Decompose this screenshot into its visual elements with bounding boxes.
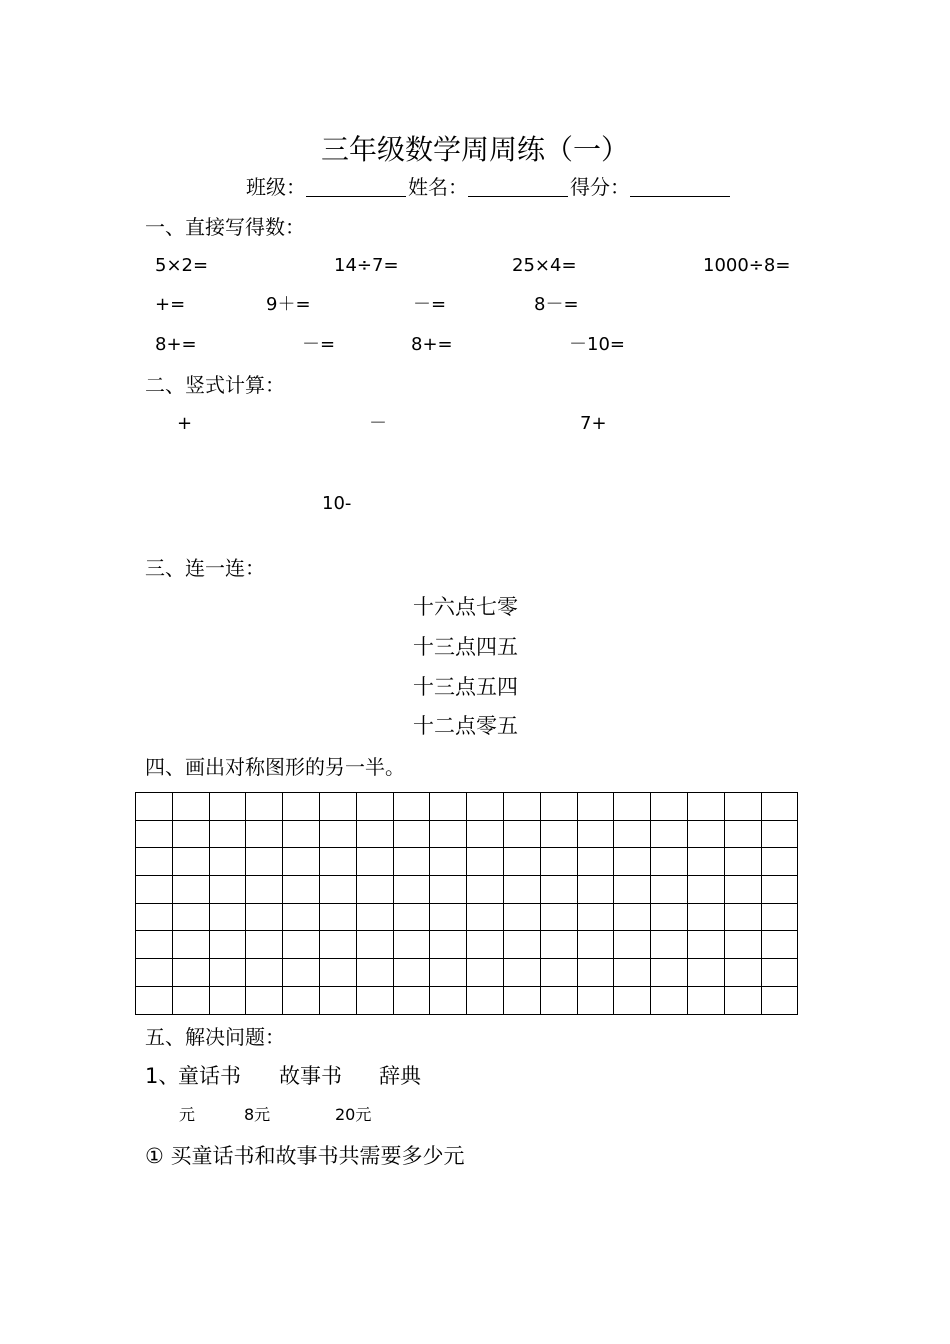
grid-cell[interactable]: [430, 931, 467, 959]
book-price: 元: [179, 1105, 196, 1124]
grid-cell[interactable]: [467, 959, 504, 987]
grid-cell[interactable]: [356, 959, 393, 987]
grid-cell[interactable]: [651, 986, 688, 1014]
match-item: 十二点零五: [413, 714, 518, 738]
grid-cell[interactable]: [430, 793, 467, 821]
grid-row: [136, 931, 798, 959]
grid-cell[interactable]: [246, 793, 283, 821]
class-blank[interactable]: [306, 178, 406, 197]
grid-cell[interactable]: [393, 820, 430, 848]
grid-cell[interactable]: [246, 848, 283, 876]
grid-row: [136, 793, 798, 821]
grid-cell[interactable]: [283, 793, 320, 821]
grid-cell[interactable]: [209, 820, 246, 848]
grid-cell[interactable]: [393, 793, 430, 821]
equation: 8+=: [155, 334, 197, 355]
grid-cell[interactable]: [356, 848, 393, 876]
grid-cell[interactable]: [687, 876, 724, 904]
grid-cell[interactable]: [614, 931, 651, 959]
grid-cell[interactable]: [356, 876, 393, 904]
grid-cell[interactable]: [687, 903, 724, 931]
grid-cell[interactable]: [724, 820, 761, 848]
equation: 5×2=: [155, 255, 209, 276]
equation: 8－=: [534, 294, 579, 315]
grid-cell[interactable]: [356, 820, 393, 848]
vertical-calc-item: －: [369, 413, 387, 434]
grid-cell[interactable]: [614, 876, 651, 904]
grid-cell[interactable]: [393, 903, 430, 931]
equation: 8+=: [411, 334, 453, 355]
grid-cell[interactable]: [246, 820, 283, 848]
grid-cell[interactable]: [651, 959, 688, 987]
grid-cell[interactable]: [246, 876, 283, 904]
grid-cell[interactable]: [724, 876, 761, 904]
grid-cell[interactable]: [136, 876, 173, 904]
section-4-heading: 四、画出对称图形的另一半。: [145, 755, 405, 779]
grid-cell[interactable]: [172, 903, 209, 931]
grid-cell[interactable]: [136, 903, 173, 931]
section-1-heading: 一、直接写得数：: [145, 215, 305, 239]
score-label: 得分：: [570, 175, 630, 199]
grid-cell[interactable]: [577, 793, 614, 821]
grid-cell[interactable]: [614, 793, 651, 821]
grid-cell[interactable]: [651, 848, 688, 876]
grid-cell[interactable]: [172, 986, 209, 1014]
grid-cell[interactable]: [172, 820, 209, 848]
match-item: 十六点七零: [413, 595, 518, 619]
grid-cell[interactable]: [503, 959, 540, 987]
grid-cell[interactable]: [356, 903, 393, 931]
grid-cell[interactable]: [651, 876, 688, 904]
grid-cell[interactable]: [136, 793, 173, 821]
question-number: 1、: [145, 1064, 180, 1088]
book-name: 童话书: [178, 1064, 241, 1088]
grid-cell[interactable]: [651, 931, 688, 959]
grid-cell[interactable]: [724, 986, 761, 1014]
book-price: 20元: [335, 1105, 372, 1124]
grid-cell[interactable]: [651, 793, 688, 821]
grid-cell[interactable]: [283, 986, 320, 1014]
grid-cell[interactable]: [172, 793, 209, 821]
grid-cell[interactable]: [393, 848, 430, 876]
grid-cell[interactable]: [430, 876, 467, 904]
grid-cell[interactable]: [577, 931, 614, 959]
grid-cell[interactable]: [172, 959, 209, 987]
grid-cell[interactable]: [761, 848, 798, 876]
drawing-grid[interactable]: [135, 792, 798, 1015]
grid-cell[interactable]: [687, 820, 724, 848]
grid-cell[interactable]: [209, 931, 246, 959]
grid-cell[interactable]: [577, 848, 614, 876]
grid-cell[interactable]: [503, 848, 540, 876]
grid-cell[interactable]: [172, 931, 209, 959]
section-3-heading: 三、连一连：: [145, 556, 265, 580]
grid-cell[interactable]: [393, 876, 430, 904]
grid-cell[interactable]: [393, 986, 430, 1014]
grid-cell[interactable]: [393, 931, 430, 959]
grid-cell[interactable]: [503, 876, 540, 904]
grid-cell[interactable]: [283, 820, 320, 848]
grid-cell[interactable]: [356, 793, 393, 821]
grid-cell[interactable]: [687, 986, 724, 1014]
grid-cell[interactable]: [761, 931, 798, 959]
grid-cell[interactable]: [577, 903, 614, 931]
equation: 9＋=: [266, 294, 311, 315]
grid-row: [136, 848, 798, 876]
grid-row: [136, 876, 798, 904]
grid-cell[interactable]: [651, 903, 688, 931]
grid-cell[interactable]: [540, 876, 577, 904]
grid-cell[interactable]: [540, 793, 577, 821]
equation: －=: [413, 294, 447, 315]
grid-cell[interactable]: [319, 959, 356, 987]
grid-cell[interactable]: [136, 848, 173, 876]
grid-cell[interactable]: [319, 793, 356, 821]
grid-cell[interactable]: [209, 986, 246, 1014]
grid-cell[interactable]: [319, 820, 356, 848]
grid-cell[interactable]: [246, 986, 283, 1014]
grid-row: [136, 820, 798, 848]
grid-cell[interactable]: [136, 820, 173, 848]
grid-cell[interactable]: [577, 820, 614, 848]
sub-question: ① 买童话书和故事书共需要多少元: [145, 1144, 465, 1168]
grid-cell[interactable]: [209, 876, 246, 904]
grid-cell[interactable]: [172, 848, 209, 876]
grid-cell[interactable]: [577, 959, 614, 987]
grid-cell[interactable]: [724, 959, 761, 987]
class-label: 班级：: [246, 175, 306, 199]
grid-cell[interactable]: [503, 903, 540, 931]
grid-cell[interactable]: [540, 986, 577, 1014]
grid-cell[interactable]: [430, 959, 467, 987]
grid-cell[interactable]: [356, 931, 393, 959]
grid-cell[interactable]: [577, 876, 614, 904]
grid-cell[interactable]: [172, 876, 209, 904]
vertical-calc-item: 7+: [580, 413, 607, 434]
grid-cell[interactable]: [246, 903, 283, 931]
match-item: 十三点五四: [413, 675, 518, 699]
name-blank[interactable]: [468, 178, 568, 197]
equation: +=: [155, 294, 186, 315]
score-blank[interactable]: [630, 178, 730, 197]
grid-cell[interactable]: [651, 820, 688, 848]
grid-cell[interactable]: [319, 848, 356, 876]
grid-cell[interactable]: [614, 986, 651, 1014]
grid-cell[interactable]: [540, 848, 577, 876]
grid-row: [136, 986, 798, 1014]
grid-cell[interactable]: [467, 931, 504, 959]
grid-cell[interactable]: [209, 793, 246, 821]
grid-cell[interactable]: [503, 986, 540, 1014]
grid-cell[interactable]: [687, 848, 724, 876]
book-name: 故事书: [279, 1064, 342, 1088]
equation: 25×4=: [512, 255, 577, 276]
grid-cell[interactable]: [430, 820, 467, 848]
grid-cell[interactable]: [540, 903, 577, 931]
grid-cell[interactable]: [283, 903, 320, 931]
grid-cell[interactable]: [209, 959, 246, 987]
grid-cell[interactable]: [319, 876, 356, 904]
section-2-heading: 二、竖式计算：: [145, 373, 285, 397]
grid-cell[interactable]: [467, 820, 504, 848]
grid-row: [136, 903, 798, 931]
grid-cell[interactable]: [687, 793, 724, 821]
grid-cell[interactable]: [724, 931, 761, 959]
grid-cell[interactable]: [761, 820, 798, 848]
grid-cell[interactable]: [540, 820, 577, 848]
grid-cell[interactable]: [430, 903, 467, 931]
grid-cell[interactable]: [614, 959, 651, 987]
grid-cell[interactable]: [761, 876, 798, 904]
grid-cell[interactable]: [614, 903, 651, 931]
grid-cell[interactable]: [724, 903, 761, 931]
student-info-line: [246, 177, 732, 197]
grid-cell[interactable]: [503, 820, 540, 848]
grid-cell[interactable]: [467, 848, 504, 876]
grid-cell[interactable]: [467, 986, 504, 1014]
grid-cell[interactable]: [209, 848, 246, 876]
grid-cell[interactable]: [246, 959, 283, 987]
grid-cell[interactable]: [136, 959, 173, 987]
grid-cell[interactable]: [467, 903, 504, 931]
grid-cell[interactable]: [319, 986, 356, 1014]
grid-cell[interactable]: [467, 793, 504, 821]
name-label: 姓名：: [408, 175, 468, 199]
grid-cell[interactable]: [724, 793, 761, 821]
grid-cell[interactable]: [136, 931, 173, 959]
grid-cell[interactable]: [724, 848, 761, 876]
grid-cell[interactable]: [283, 876, 320, 904]
grid-cell[interactable]: [283, 848, 320, 876]
grid-cell[interactable]: [430, 848, 467, 876]
equation: 1000÷8=: [703, 255, 791, 276]
grid-cell[interactable]: [761, 986, 798, 1014]
match-item: 十三点四五: [413, 635, 518, 659]
grid-cell[interactable]: [319, 931, 356, 959]
grid-cell[interactable]: [283, 959, 320, 987]
equation: 14÷7=: [334, 255, 399, 276]
grid-cell[interactable]: [319, 903, 356, 931]
grid-cell[interactable]: [761, 903, 798, 931]
vertical-calc-item: 10-: [322, 493, 352, 514]
grid-cell[interactable]: [540, 959, 577, 987]
grid-cell[interactable]: [577, 986, 614, 1014]
grid-cell[interactable]: [503, 793, 540, 821]
grid-cell[interactable]: [687, 959, 724, 987]
grid-cell[interactable]: [209, 903, 246, 931]
vertical-calc-item: +: [177, 413, 193, 434]
grid-cell[interactable]: [136, 986, 173, 1014]
grid-row: [136, 959, 798, 987]
equation: －10=: [569, 334, 625, 355]
grid-cell[interactable]: [540, 931, 577, 959]
grid-cell[interactable]: [246, 931, 283, 959]
section-5-heading: 五、解决问题：: [145, 1025, 285, 1049]
page-title: 三年级数学周周练（一）: [320, 133, 629, 166]
grid-cell[interactable]: [761, 959, 798, 987]
grid-cell[interactable]: [503, 931, 540, 959]
grid-cell[interactable]: [283, 931, 320, 959]
grid-cell[interactable]: [356, 986, 393, 1014]
grid-cell[interactable]: [687, 931, 724, 959]
grid-cell[interactable]: [467, 876, 504, 904]
equation: －=: [302, 334, 336, 355]
grid-cell[interactable]: [761, 793, 798, 821]
grid-cell[interactable]: [393, 959, 430, 987]
grid-cell[interactable]: [430, 986, 467, 1014]
book-name: 辞典: [379, 1064, 421, 1088]
grid-cell[interactable]: [614, 820, 651, 848]
grid-cell[interactable]: [614, 848, 651, 876]
book-price: 8元: [244, 1105, 271, 1124]
